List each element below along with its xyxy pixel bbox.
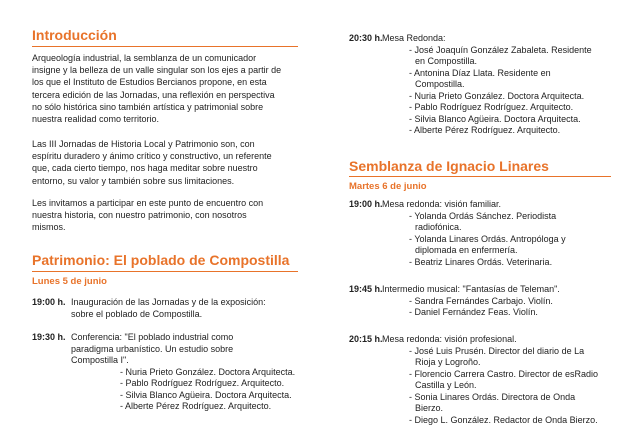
- speaker: - Nuria Prieto González. Doctora Arquitecta.: [409, 90, 585, 101]
- patrimonio-rule: [32, 271, 298, 272]
- speaker: - Sonia Linares Ordás. Directora de Onda: [409, 391, 576, 402]
- speaker: - Diego L. González. Redactor de Onda Bierzo.: [409, 414, 598, 425]
- intro-rule: [32, 46, 298, 47]
- speaker: - Yolanda Ordás Sánchez. Periodista: [409, 210, 557, 221]
- semblanza-title: Semblanza de Ignacio Linares: [349, 158, 549, 174]
- intro-paragraph-1: Arqueología industrial, la semblanza de un comunicador insigne y la belleza de un valle singular son los ejes a partir de los que el Instituto de Estudios Bercianos propone, en esta tercera edición de las Jornadas, una reflexión en perspectiva no sólo histórica sino también artística y patrimonial sobre nuestra realidad como territorio.: [32, 53, 282, 125]
- time-label: 19:00 h.: [32, 297, 66, 307]
- speaker: - Daniel Fernández Feas. Violín.: [409, 307, 538, 317]
- speaker: - Yolanda Linares Ordás. Antropóloga y: [409, 233, 566, 244]
- speaker: - José Luis Prusén. Director del diario de La: [409, 345, 585, 356]
- schedule-entry-1945: 19:45 h. Intermedio musical: "Fantasías de Teleman". - Sandra Fernándes Carbajo. Violín. - Daniel Fernández Feas. Violín.: [349, 284, 560, 317]
- schedule-entry-2030: 20:30 h. Mesa Redonda: - José Joaquín González Zabaleta. Residente en Compostilla. - Antonina Díaz Llata. Residente en Compostilla. - Nuria Prieto González. Doctora Arquitecta. - Pablo Rodríguez Rodríguez. Arquitecto. - Silvia Blanco Agüeira. Doctora Arquitecta. - Alberte Pérez Rodríguez. Arquitecto.: [349, 33, 592, 135]
- schedule-entry-1900: 19:00 h. Mesa redonda: visión familiar. - Yolanda Ordás Sánchez. Periodista radiofónica. - Yolanda Linares Ordás. Antropóloga y diplomada en enfermería. - Beatriz Linares Ordás. Veterinaria.: [349, 199, 566, 267]
- intro-paragraph-3: Les invitamos a participar en este punto de encuentro con nuestra historia, con nuestro patrimonio, con nosotros mismos.: [32, 198, 264, 233]
- time-label: 19:00 h.: [349, 199, 383, 209]
- time-label: 20:15 h.: [349, 334, 383, 344]
- time-label: 20:30 h.: [349, 33, 383, 43]
- semblanza-rule: [349, 176, 611, 177]
- speaker: - Pablo Rodríguez Rodríguez. Arquitecto.: [120, 378, 285, 388]
- speaker: - Antonina Díaz Llata. Residente en: [409, 67, 551, 78]
- speaker: - Florencio Carrera Castro. Director de esRadio: [409, 368, 599, 379]
- speaker: - Silvia Blanco Agüeira. Doctora Arquitecta.: [409, 113, 581, 124]
- speaker: - Alberte Pérez Rodríguez. Arquitecto.: [120, 401, 272, 411]
- time-label: 19:30 h.: [32, 332, 66, 342]
- speaker: - Sandra Fernándes Carbajo. Violín.: [409, 295, 553, 306]
- schedule-entry-2015: 20:15 h. Mesa redonda: visión profesional. - José Luis Prusén. Director del diario de La Rioja y Logroño. - Florencio Carrera Castro. Director de esRadio Castilla y León. - Sonia Linares Ordás. Directora de Onda Bierzo. - Diego L. González. Redactor de Onda Bierzo.: [349, 334, 599, 425]
- speaker: - Alberte Pérez Rodríguez. Arquitecto.: [409, 125, 561, 135]
- speaker: - Beatriz Linares Ordás. Veterinaria.: [409, 256, 553, 267]
- intro-title: Introducción: [32, 27, 117, 43]
- schedule-entry-1930: 19:30 h. Conferencia: "El poblado industrial como paradigma urbanístico. Un estudio sobre Compostilla I". - Nuria Prieto González. Doctora Arquitecta. - Pablo Rodríguez Rodríguez. Arquitecto. - Silvia Blanco Agüeira. Doctora Arquitecta. - Alberte Pérez Rodríguez. Arquitecto.: [32, 332, 296, 411]
- semblanza-date: Martes 6 de junio: [349, 181, 427, 192]
- schedule-entry-1900: 19:00 h. Inauguración de las Jornadas y de la exposición: sobre el poblado de Compostilla.: [32, 297, 266, 319]
- speaker: - Pablo Rodríguez Rodríguez. Arquitecto.: [409, 102, 574, 112]
- time-label: 19:45 h.: [349, 284, 383, 294]
- intro-paragraph-2: Las III Jornadas de Historia Local y Patrimonio son, con espíritu duradero y ánimo crítico y constructivo, un referente que, cada cierto tiempo, nos haga meditar sobre nuestro entorno, su valor y también sobre sus limitaciones.: [32, 139, 272, 186]
- speaker: - Silvia Blanco Agüeira. Doctora Arquitecta.: [120, 389, 292, 400]
- patrimonio-title: Patrimonio: El poblado de Compostilla: [32, 252, 290, 268]
- patrimonio-date: Lunes 5 de junio: [32, 276, 107, 287]
- speaker: - Nuria Prieto González. Doctora Arquitecta.: [120, 366, 296, 377]
- speaker: - José Joaquín González Zabaleta. Residente: [409, 44, 592, 55]
